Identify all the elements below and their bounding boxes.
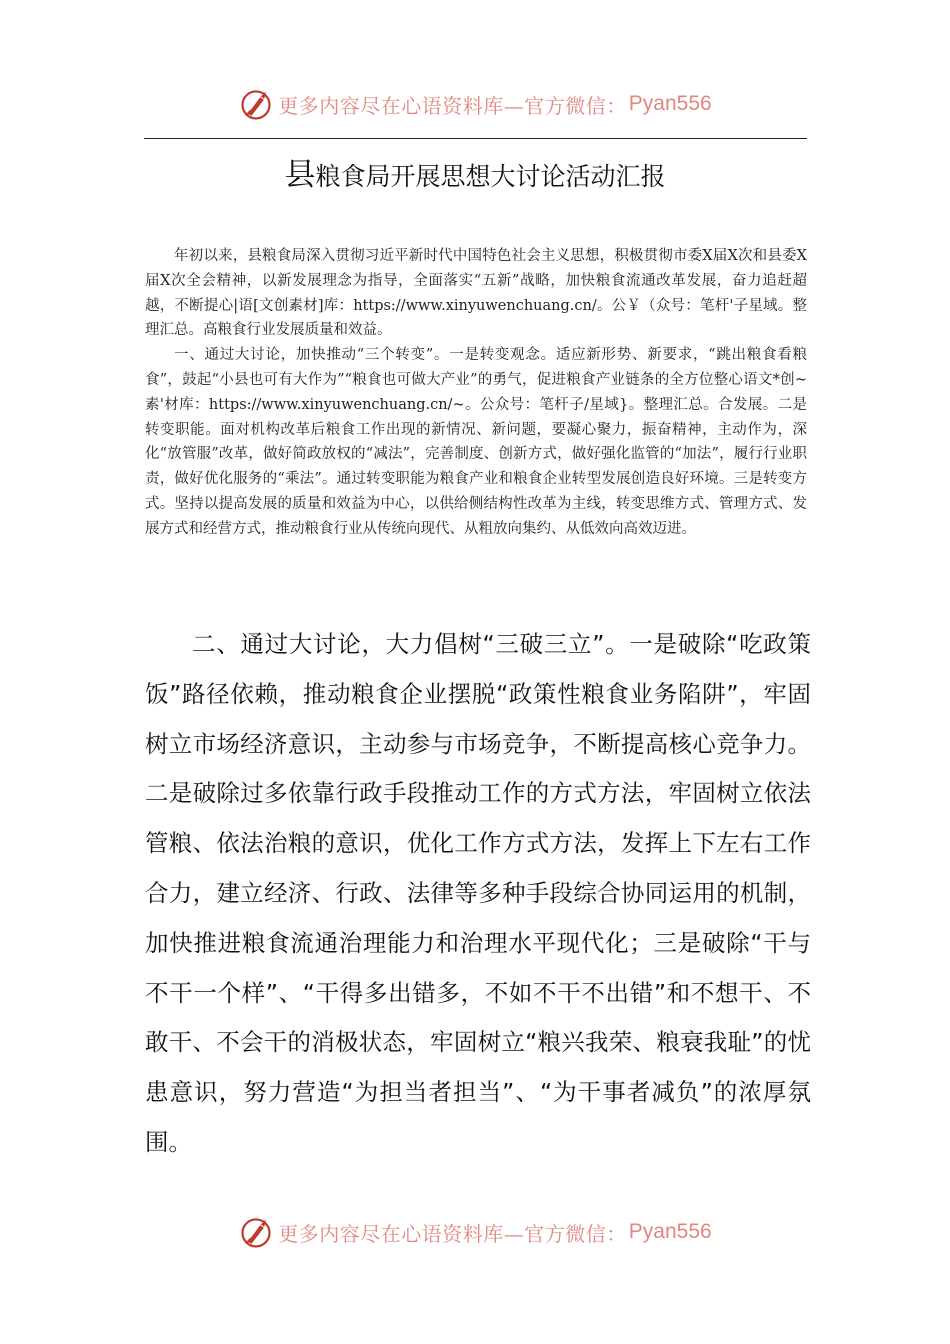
page-title <box>0 153 950 199</box>
paragraph-intro: 年初以来，县粮食局深入贯彻习近平新时代中国特色社会主义思想，积极贯彻市委X届X次和县委X届X次全会精神，以新发展理念为指导，全面落实“五新”战略，加快粮食流通改革发展，奋力追赶超越，不断提心|语[文创素材]库：https://www.xinyuwenchuang.cn/。公￥（众号：笔杆'子星域。整理汇总。高粮食行业发展质量和效益。 <box>145 248 807 339</box>
banner-wechat-id: Pyan556 <box>628 1220 712 1243</box>
body-large-section <box>145 620 811 1168</box>
banner-wechat-id: Pyan556 <box>628 92 712 115</box>
pen-nib-logo-icon <box>238 1214 274 1250</box>
banner-text: 更多内容尽在心语资料库—官方微信： <box>278 1221 627 1246</box>
title-first-char: 县 <box>284 157 316 193</box>
paragraph-section-two: 二、通过大讨论，大力倡树“三破三立”。一是破除“吃政策饭”路径依赖，推动粮食企业摆脱“政策性粮食业务陷阱”，牢固树立市场经济意识，主动参与市场竞争，不断提高核心竞争力。二是破除过多依靠行政手段推动工作的方式方法，牢固树立依法管粮、依法治粮的意识，优化工作方式方法，发挥上下左右工作合力，建立经济、行政、法律等多种手段综合协同运用的机制，加快推进粮食流通治理能力和治理水平现代化；三是破除“干与不干一个样”、“干得多出错多，不如不干不出错”和不想干、不敢干、不会干的消极状态，牢固树立“粮兴我荣、粮衰我耻”的忧患意识，努力营造“为担当者担当”、“为干事者减负”的浓厚氛围。 <box>145 630 811 1156</box>
pen-nib-logo-icon <box>238 86 274 122</box>
header-divider <box>144 138 807 139</box>
header-banner <box>0 82 950 126</box>
banner-text: 更多内容尽在心语资料库—官方微信： <box>278 93 627 118</box>
title-rest: 粮食局开展思想大讨论活动汇报 <box>315 162 666 191</box>
paragraph-section-one: 一、通过大讨论，加快推动“三个转变”。一是转变观念。适应新形势、新要求，“跳出粮食看粮食”，鼓起“小县也可有大作为”“粮食也可做大产业”的勇气，促进粮食产业链条的全方位整心语文*创~素'材库：https://www.xinyuwenchuang.cn/~。公众号：笔杆子/星域}。整理汇总。合发展。二是转变职能。面对机构改革后粮食工作出现的新情况、新问题，要凝心聚力，振奋精神，主动作为，深化“放管服”改革，做好简政放权的“减法”，完善制度、创新方式，做好强化监管的“加法”，履行行业职责，做好优化服务的“乘法”。通过转变职能为粮食产业和粮食企业转型发展创造良好环境。三是转变方式。坚持以提高发展的质量和效益为中心，以供给侧结构性改革为主线，转变思维方式、管理方式、发展方式和经营方式，推动粮食行业从传统向现代、从粗放向集约、从低效向高效迈进。 <box>145 347 807 537</box>
footer-banner <box>0 1210 950 1254</box>
body-small-section <box>145 244 807 542</box>
